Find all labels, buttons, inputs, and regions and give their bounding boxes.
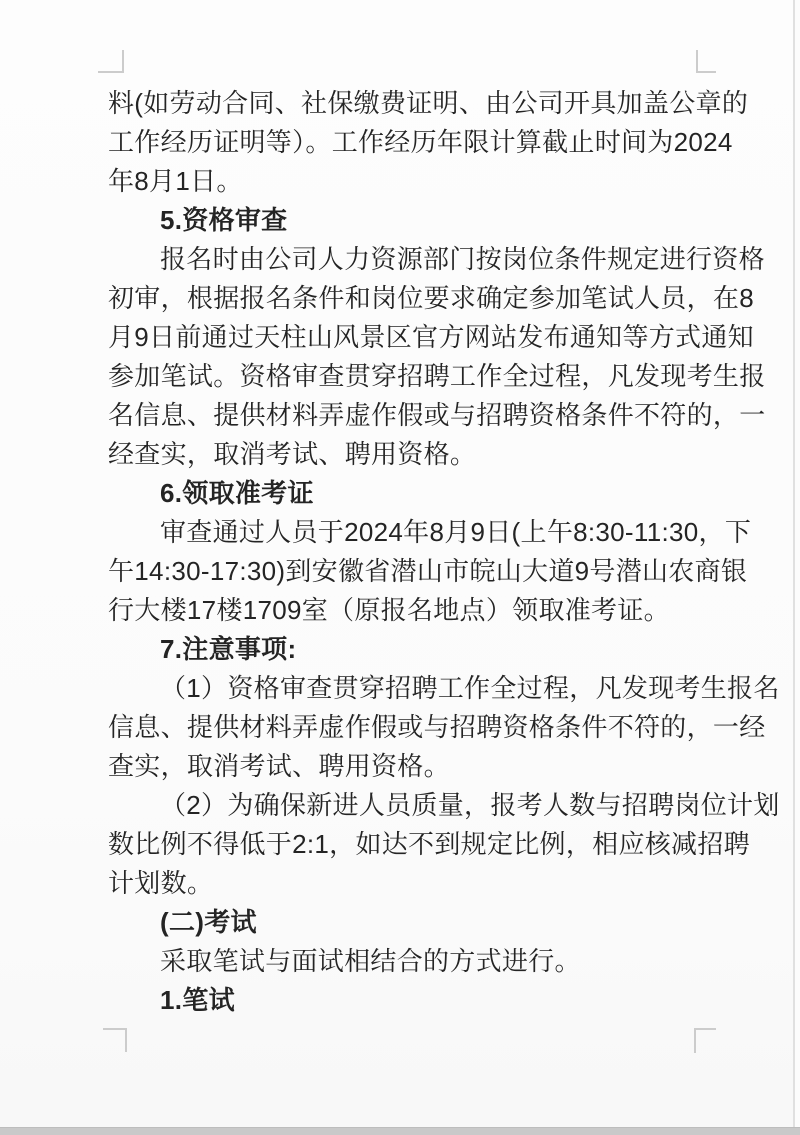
doc-line: 信息、提供材料弄虚作假或与招聘资格条件不符的，一经 <box>108 712 766 742</box>
doc-line: 采取笔试与面试相结合的方式进行。 <box>160 946 581 976</box>
doc-line: 行大楼17楼1709室（原报名地点）领取准考证。 <box>108 595 670 625</box>
crop-mark-top-left <box>98 50 124 73</box>
doc-line: （1）资格审查贯穿招聘工作全过程，凡发现考生报名 <box>160 673 780 703</box>
doc-line: 参加笔试。资格审查贯穿招聘工作全过程，凡发现考生报 <box>108 361 766 391</box>
photo-bottom-edge <box>0 1127 800 1135</box>
doc-line: 工作经历证明等）。工作经历年限计算截止时间为2024 <box>108 127 733 157</box>
section-heading-admission-ticket: 6.领取准考证 <box>160 478 314 508</box>
crop-mark-top-right <box>696 50 716 73</box>
doc-line: 经查实，取消考试、聘用资格。 <box>108 439 477 469</box>
doc-line: 月9日前通过天柱山风景区官方网站发布通知等方式通知 <box>108 322 754 352</box>
doc-line: 查实，取消考试、聘用资格。 <box>108 751 450 781</box>
doc-line: 初审，根据报名条件和岗位要求确定参加笔试人员，在8 <box>108 283 754 313</box>
page-right-edge <box>793 0 795 1127</box>
doc-line: 午14:30-17:30)到安徽省潜山市皖山大道9号潜山农商银 <box>108 556 748 586</box>
doc-line: 报名时由公司人力资源部门按岗位条件规定进行资格 <box>160 244 765 274</box>
doc-line: 年8月1日。 <box>108 166 243 196</box>
doc-line: 审查通过人员于2024年8月9日(上午8:30-11:30，下 <box>160 517 752 547</box>
section-heading-notes: 7.注意事项: <box>160 634 297 664</box>
doc-line: （2）为确保新进人员质量，报考人数与招聘岗位计划 <box>160 790 780 820</box>
section-heading-written-test: 1.笔试 <box>160 985 235 1015</box>
doc-line: 料(如劳动合同、社保缴费证明、由公司开具加盖公章的 <box>108 88 749 118</box>
doc-line: 名信息、提供材料弄虚作假或与招聘资格条件不符的，一 <box>108 400 766 430</box>
text-block <box>108 84 780 1020</box>
section-heading-exam: (二)考试 <box>160 907 257 937</box>
section-heading-qualification-review: 5.资格审查 <box>160 205 288 235</box>
crop-mark-bottom-left <box>103 1028 127 1052</box>
doc-line: 数比例不得低于2:1，如达不到规定比例，相应核减招聘 <box>108 829 750 859</box>
crop-mark-bottom-right <box>694 1028 716 1053</box>
doc-line: 计划数。 <box>108 868 214 898</box>
